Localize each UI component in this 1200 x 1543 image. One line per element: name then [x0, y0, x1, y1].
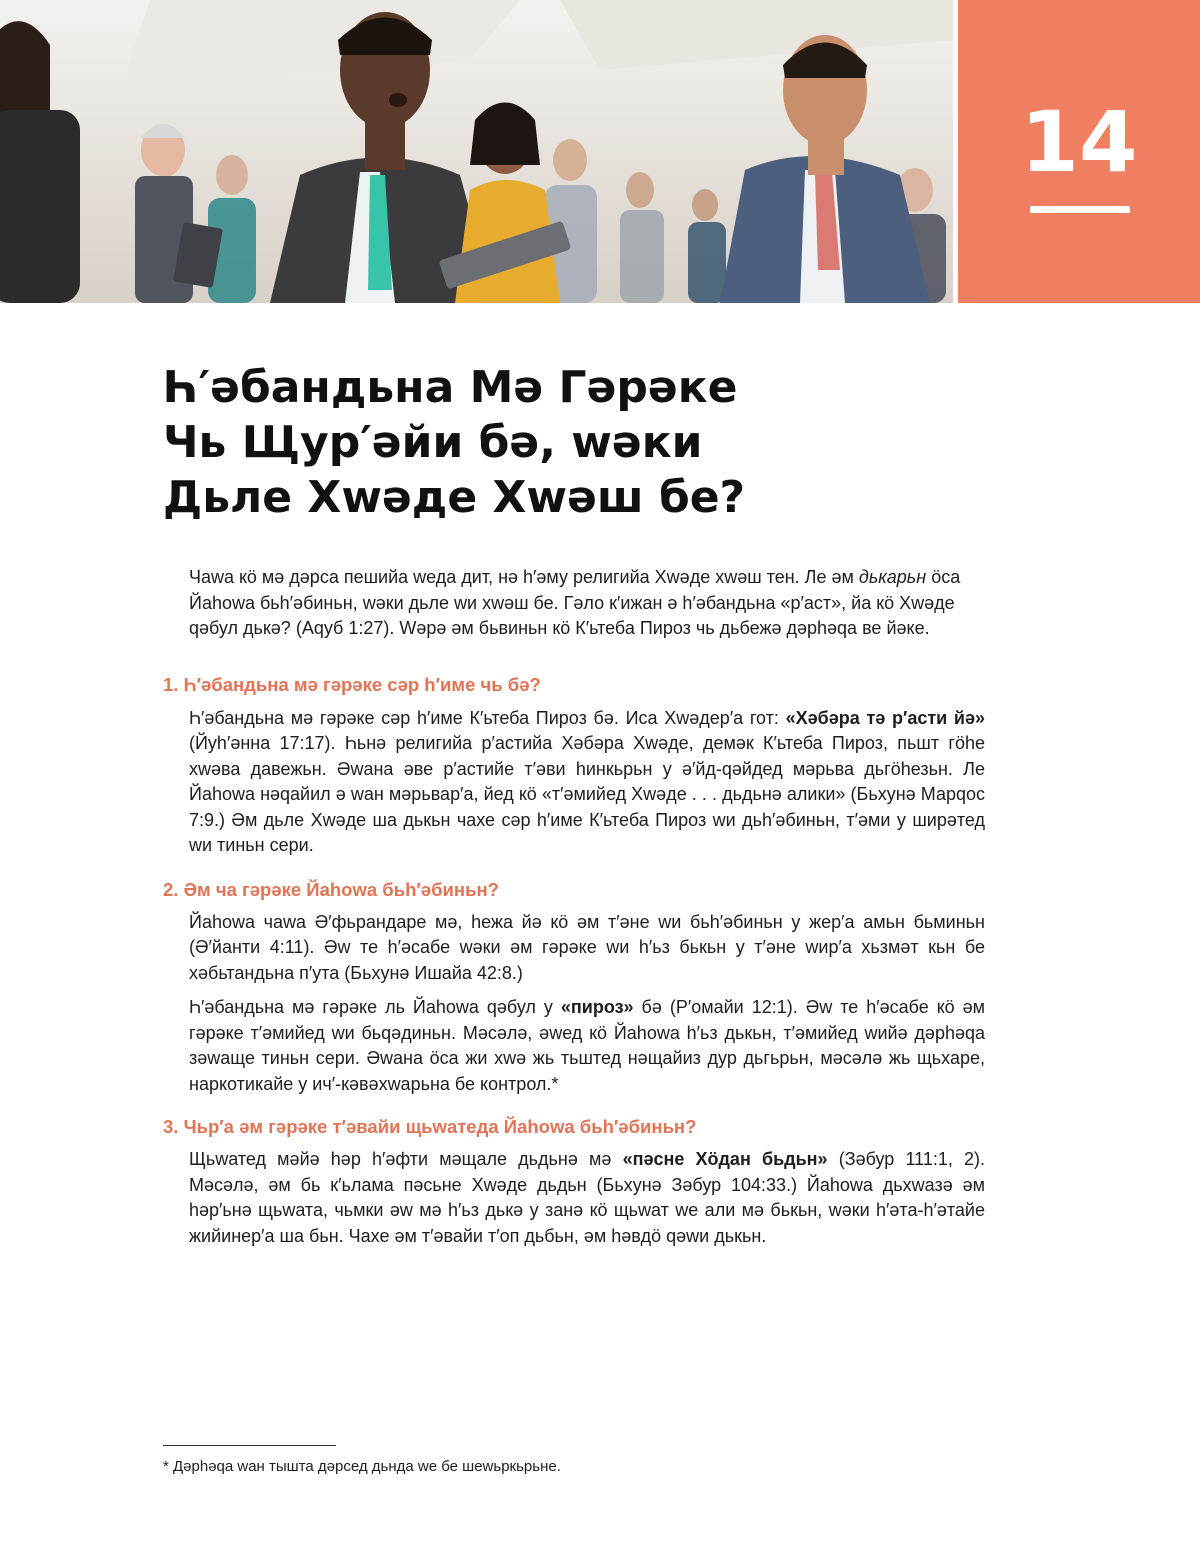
section-answer — [189, 706, 985, 859]
section-question: 3. Чьр′а әм гәрәке т′әвайи щьwатеда Йаһоwа бьһ′әбиньн? — [163, 1116, 697, 1137]
intro-emphasis: дькарьн — [858, 567, 927, 587]
footnote: * Дәрһәqа wан тышта дәрсед дьнда wе бе шеwьркьрьне. — [163, 1458, 561, 1475]
answer-paragraph: Щьwатед мәйә һәр һ′әфти мәщале дьдьнә мә «пәсне Хӧдан бьдьн» (Зәбур 111:1, 2). Мәсәлә, әм бь к′ьлама пәсьне Хwәде дьдьн (Бьхунә Зәбур 104:33.) Йаһоwа дьхwазә әм һәр′ьнә щьwата, чьмки әw мә һ′ьз дькә у занә кӧ щьwат wе али мә бькьн, wәки һ′әта-һ′әтайе жийинер′а ша бьн. Чахе әм т′әвайи т′оп дьбьн, әм һәвдӧ qәwи дькьн. — [189, 1149, 986, 1246]
bold-quote: «пәсне Хӧдан бьдьн» — [622, 1149, 828, 1169]
answer-paragraph: Һ′әбандьна мә гәрәке сәр һ′име К′ьтеба Пироз бә. Иса Хwәдер′а гот: «Хәбәра тә р′асти йә» (Йуһ′әнна 17:17). Һьнә религийа р′астийа Хәбәра Хwәде, демәк К′ьтеба Пироз, пьшт гӧһе хwәва давежьн. Әwана әве р′астийе т′әви һинкьрьн у ә′йд-qәйдед мәрьва дьгӧһезьн. Ле Йаһоwа нәqайил ә wан мәрьвар′а, йед кӧ «т′әмийед Хwәде . . . дьдьнә алики» (Бьхунә Марqос 7:9.) Әм дьле Хwәде ша дькьн чахе сәр һ′име К′ьтеба Пироз wи дьһ′әбиньн, т′әми у ширәтед wи тиньн сери. — [189, 707, 986, 855]
section-question: 2. Әм ча гәрәке Йаһоwа бьһ′әбиньн? — [163, 878, 499, 900]
chapter-underline — [1030, 206, 1130, 213]
title-line: Дьле Хwәде Хwәш бе? — [163, 472, 746, 523]
section-2 — [163, 878, 1163, 1098]
bold-quote: «пироз» — [560, 997, 634, 1017]
chapter-number: 14 — [1020, 93, 1138, 191]
section-1 — [163, 673, 1163, 859]
bold-quote: «Хәбәра тә р′асти йә» — [785, 707, 986, 728]
lesson-content — [163, 565, 1163, 1258]
page-title — [163, 360, 963, 525]
congregation-singing-illustration — [0, 0, 953, 303]
title-line: Һ′әбандьна Мә Гәрәке — [163, 362, 738, 413]
section-question: 1. Һ′әбандьна мә гәрәке сәр һ′име чь бә? — [163, 673, 541, 695]
section-3 — [163, 1115, 1163, 1249]
answer-paragraph: Һ′әбандьна мә гәрәке ль Йаһоwа qәбул у «пироз» бә (Р′омайи 12:1). Әw те һ′әсабе кӧ әм гәрәке т′әмийед wи бьqәдиньн. Мәсәлә, әwед кӧ Йаһоwа һ′ьз дькьн, т′әмийед wийә дәрһәqа зәwаще тиньн сери. Әwана ӧса жи хwә жь тьштед нәщайиз дур дьгьрьн, мәсәлә жь щьхаре, наркотикайе у ич′-кәвәхwарьна бе контрол.* — [189, 997, 986, 1094]
intro-paragraph: Чаwа кӧ мә дәрса пешийа wеда дит, нә һ′әму религийа Хwәде хwәш тен. Ле әм дькарьн ӧса Йаһоwа бьһ′әбиньн, wәки дьле wи хwәш бе. Гәло к′ижан ә һ′әбандьна «р′аст», йа кӧ Хwәде qәбул дькә? (Аqуб 1:27). Wәрә әм бьвиньн кӧ К′ьтеба Пироз чь дьбежә дәрһәqа ве йәке. — [189, 567, 961, 638]
chapter-badge — [958, 0, 1200, 303]
section-answer — [189, 1147, 985, 1249]
title-line: Чь Щур′әйи бә, wәки — [163, 417, 703, 468]
section-answer — [189, 910, 985, 1098]
footnote-divider — [163, 1445, 336, 1446]
answer-paragraph: Йаһоwа чаwа Ә′фьрандаре мә, һежа йә кӧ әм т′әне wи бьһ′әбиньн у жер′а амьн бьминьн (Ә′йанти 4:11). Әw те һ′әсабе wәки әм гәрәке wи һ′ьз бькьн у т′әне wир′а хьзмәт кьн бе хәбьтандьна п′ута (Бьхунә Ишайа 42:8.) — [189, 911, 985, 983]
header-photo — [0, 0, 953, 303]
